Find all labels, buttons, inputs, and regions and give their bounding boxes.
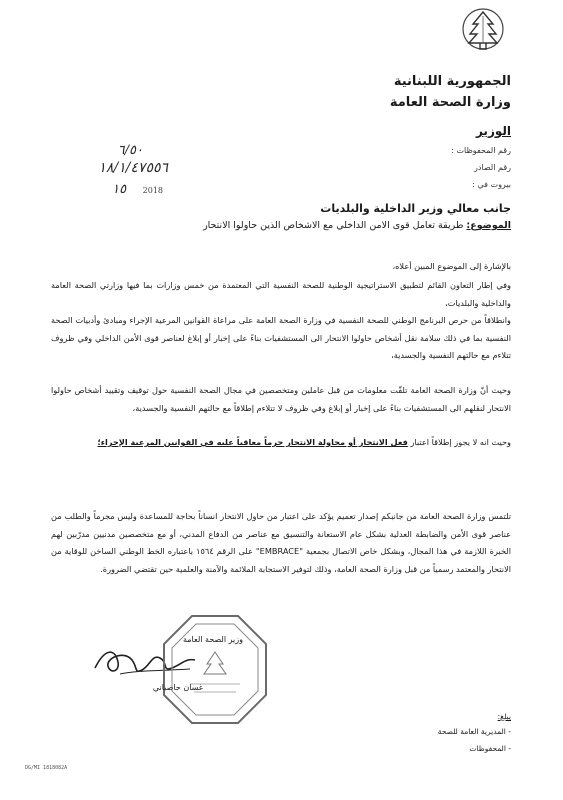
paragraph-reports: وحيث أنّ وزارة الصحة العامة تلقّت معلومات من قبل عاملين ومتخصصين في مجال الصحة النفسية حول توقيف وتقييد أشخاص حاولوا الانتحار لنقلهم الى المستشفيات بناءً على إخبار أو إبلاغ وفي ظروف لا تتلاءم إطلاقاً مع حالتهم النفسية والجسدية،: [51, 385, 511, 413]
signatory-name: غسان حاصباني: [152, 683, 203, 692]
date-year: 2018: [142, 186, 163, 195]
republic-heading: الجمهورية اللبنانية: [393, 74, 511, 89]
legal-emphasis: فعل الانتحار أو محاولة الانتحار جرماً معاقباً عليه في القوانين المرعية الإجراء؛: [97, 437, 408, 447]
cc-item-archives: - المحفوظات: [469, 744, 511, 753]
date-label: بيروت في :: [472, 180, 511, 189]
paragraph-legal: [51, 434, 511, 452]
minister-title: الوزير: [475, 124, 511, 138]
issue-label: رقم الصادر: [473, 163, 511, 172]
issue-number: ١٨/١/٤٧٥٥٦: [98, 160, 168, 176]
document-code: DG/MI 1818082A: [25, 765, 68, 771]
paragraph-cooperation: وفي إطار التعاون القائم لتطبيق الاستراتيجية الوطنية للصحة النفسية التي المعتمدة من خمس وزارات بما فيها وزارتي الصحة العامة والداخلية والبلديات،: [51, 280, 511, 308]
letter-date: [112, 182, 163, 197]
paragraph-reference: بالإشارة إلى الموضوع المبين أعلاه،: [392, 261, 511, 271]
date-day: ١٥: [112, 182, 127, 197]
subject-label: الموضوع:: [466, 220, 511, 231]
cc-label: يبلغ:: [497, 712, 511, 721]
cc-item-text: المحفوظات: [469, 744, 506, 753]
cedar-emblem-icon: [460, 6, 506, 52]
legal-lead: وحيث انه لا يجوز إطلاقاً اعتبار: [407, 437, 511, 447]
paragraph-request: تلتمس وزارة الصحة العامة من جانبكم إصدار تعميم يؤكد على اعتبار من حاول الانتحار انساناً بحاجة للمساعدة وليس مجرماً والطلب من عناصر قوى الأمن والضابطة العدلية بشكل عام الاستعانة والتنسيق مع عناصر من الدفاع المدني، أو مع متخصصين مدنيين مدرّبين لهم الخبرة اللازمة في هذا المجال، وبشكل خاص الاتصال بجمعية "EMBRACE" على الرقم ١٥٦٤ باعتباره الخط الوطني الساخن للوقاية من الانتحار والمعتمد رسمياً من قبل وزارة الصحة العامة، وذلك لتوفير الاستجابة الملائمة والآمنة والعلمية حين تقتضي الضرورة.: [51, 511, 511, 574]
subject-text: طريقة تعامل قوى الامن الداخلي مع الاشخاص الذين حاولوا الانتحار: [203, 220, 467, 231]
ministry-stamp-icon: [160, 612, 270, 727]
cc-item-health-directorate: - المديرية العامة للصحة: [437, 727, 511, 736]
archive-number: ٦/٥٠: [117, 143, 143, 158]
ministry-heading: وزارة الصحة العامة: [389, 95, 511, 110]
paragraph-program: وانطلاقاً من حرص البرنامج الوطني للصحة النفسية في وزارة الصحة العامة على مراعاة القوانين المرعية الإجراء ومبادئ وأدبيات الصحة النفسية بما في ذلك سلامة نقل أشخاص حاولوا الانتحار الى المستشفيات بناءً على إخبار أو إبلاغ لعناصر قوى الأمن الداخلي وفي ظروف تتلاءم مع حالتهم النفسية والجسدية،: [51, 315, 511, 360]
signatory-title: وزير الصحة العامة: [182, 635, 243, 644]
cc-item-text: المديرية العامة للصحة: [437, 727, 506, 736]
subject-line: [203, 220, 511, 231]
addressee: جانب معالي وزير الداخلية والبلديات: [320, 202, 511, 215]
archive-label: رقم المحفوظات :: [451, 146, 511, 155]
